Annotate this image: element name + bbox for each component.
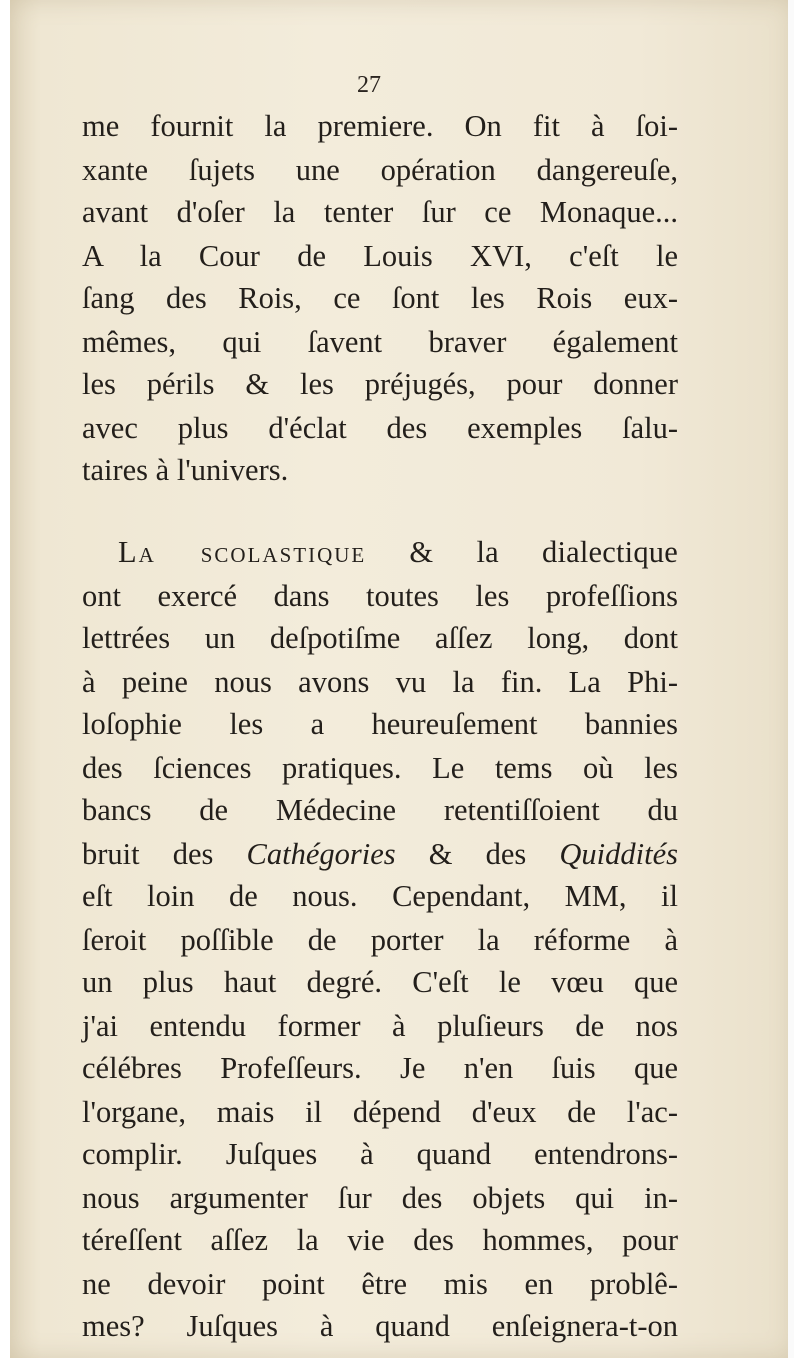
text-segment: bruit des xyxy=(82,837,247,871)
text-line-italics xyxy=(82,832,678,876)
text-line: nous argumenter ſur des objets qui in- xyxy=(82,1181,678,1215)
italic-term: Quiddités xyxy=(559,837,678,871)
text-line: A la Cour de Louis XVI, c'eſt le xyxy=(82,239,678,273)
text-line: ſeroit poſſible de porter la réforme à xyxy=(82,923,678,957)
text-line: me fournit la premiere. On fit à ſoi- xyxy=(82,109,678,143)
lead-rest: & la dialectique xyxy=(366,535,678,569)
text-line: xante ſujets une opération dangereuſe, xyxy=(82,153,678,187)
text-line: j'ai entendu former à pluſieurs de nos xyxy=(82,1009,678,1043)
lead-smallcaps: La scolastique xyxy=(118,535,367,569)
text-line: ne devoir point être mis en problê- xyxy=(82,1267,678,1301)
text-line: complir. Juſques à quand entendrons- xyxy=(82,1137,678,1171)
text-line: avec plus d'éclat des exemples ſalu- xyxy=(82,411,678,445)
text-line: taires à l'univers. xyxy=(82,453,289,487)
text-line: les périls & les préjugés, pour donner xyxy=(82,367,678,401)
text-line: lettrées un deſpotiſme aſſez long, dont xyxy=(82,621,678,655)
text-line: bancs de Médecine retentiſſoient du xyxy=(82,793,678,827)
text-line: des ſciences pratiques. Le tems où les xyxy=(82,751,678,785)
text-line: un plus haut degré. C'eſt le vœu que xyxy=(82,965,678,999)
text-line: téreſſent aſſez la vie des hommes, pour xyxy=(82,1223,678,1257)
text-line: mes? Juſques à quand enſeignera-t-on xyxy=(82,1309,678,1343)
text-line: loſophie les a heureuſement bannies xyxy=(82,707,678,741)
text-line: l'organe, mais il dépend d'eux de l'ac- xyxy=(82,1095,678,1129)
text-line: à peine nous avons vu la fin. La Phi- xyxy=(82,665,678,699)
text-line: ſang des Rois, ce ſont les Rois eux- xyxy=(82,281,678,315)
text-line: avant d'oſer la tenter ſur ce Monaque... xyxy=(82,195,678,229)
text-line: mêmes, qui ſavent braver également xyxy=(82,325,678,359)
text-line: célébres Profeſſeurs. Je n'en ſuis que xyxy=(82,1051,678,1085)
text-line: eſt loin de nous. Cependant, MM, il xyxy=(82,879,678,913)
italic-term: Cathégories xyxy=(246,837,396,871)
text-segment: & des xyxy=(395,837,560,871)
paragraph-lead-line xyxy=(118,530,678,574)
page-number: 27 xyxy=(357,72,381,98)
text-line: ont exercé dans toutes les profeſſions xyxy=(82,579,678,613)
